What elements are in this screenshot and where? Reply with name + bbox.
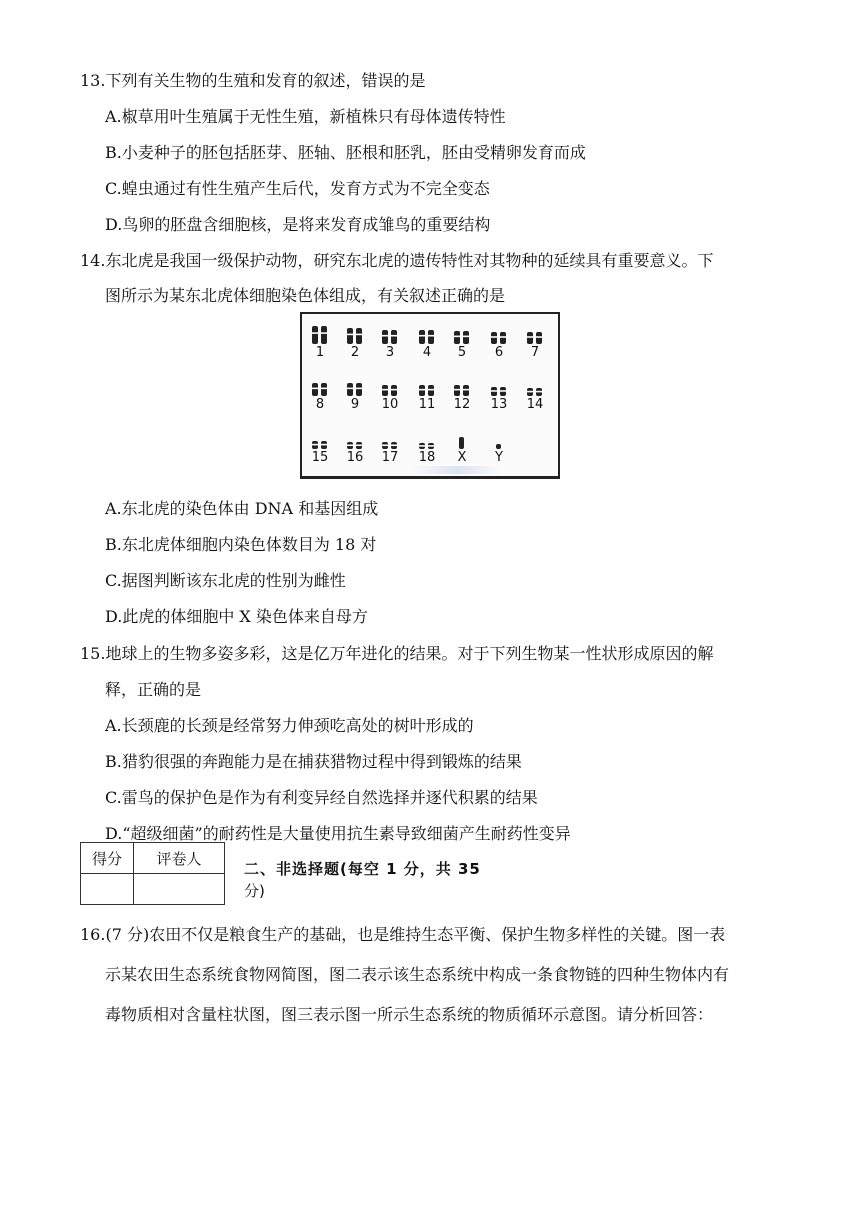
chromosome-2 xyxy=(337,324,373,360)
chromosome-4 xyxy=(409,324,445,360)
chromosome-label: 1 xyxy=(315,345,325,360)
section-title: 二、非选择题(每空 1 分，共 35 xyxy=(244,860,481,878)
q16-line3: 毒物质相对含量柱状图，图三表示图一所示生态系统的物质循环示意图。请分析回答： xyxy=(105,1005,714,1024)
section-title-tail: 分) xyxy=(244,882,265,900)
q14-option-c: C.据图判断该东北虎的性别为雌性 xyxy=(105,571,346,590)
chromosome-label: 8 xyxy=(315,397,325,412)
score-label: 得分 xyxy=(81,843,134,874)
q13-option-c: C.蝗虫通过有性生殖产生后代，发育方式为不完全变态 xyxy=(105,179,490,198)
chromosome-label: 18 xyxy=(418,450,436,465)
q14-option-b: B.东北虎体细胞内染色体数目为 18 对 xyxy=(105,535,377,554)
chromosome-label: 14 xyxy=(526,397,544,412)
chromosome-label: 4 xyxy=(422,345,432,360)
chromosome-16 xyxy=(337,429,373,465)
chromosome-7 xyxy=(517,324,553,360)
chromosome-label: Y xyxy=(495,450,503,465)
q15-stem-line2: 释，正确的是 xyxy=(105,680,202,699)
q14-option-d: D.此虎的体细胞中 X 染色体来自母方 xyxy=(105,607,368,626)
chromosome-10 xyxy=(372,376,408,412)
chromosome-label: 15 xyxy=(311,450,329,465)
q13-option-d: D.鸟卵的胚盘含细胞核，是将来发育成雏鸟的重要结构 xyxy=(105,215,491,234)
chromosome-6 xyxy=(481,324,517,360)
chromosome-label: 11 xyxy=(418,397,436,412)
karyotype-figure xyxy=(300,312,560,479)
chromosome-y xyxy=(481,429,517,465)
chromosome-label: 6 xyxy=(494,345,504,360)
q16-line1: 16.(7 分)农田不仅是粮食生产的基础，也是维持生态平衡、保护生物多样性的关键。图一表 xyxy=(80,925,726,944)
q13-option-a: A.椒草用叶生殖属于无性生殖，新植株只有母体遗传特性 xyxy=(105,107,506,126)
chromosome-15 xyxy=(302,429,338,465)
q15-option-b: B.猎豹很强的奔跑能力是在捕获猎物过程中得到锻炼的结果 xyxy=(105,752,522,771)
q14-stem-line1: 14.东北虎是我国一级保护动物，研究东北虎的遗传特性对其物种的延续具有重要意义。下 xyxy=(80,251,714,270)
chromosome-label: 13 xyxy=(490,397,508,412)
chromosome-18 xyxy=(409,429,445,465)
chromosome-14 xyxy=(517,376,553,412)
q15-option-d: D.“超级细菌”的耐药性是大量使用抗生素导致细菌产生耐药性变异 xyxy=(105,824,571,843)
scan-artifact xyxy=(412,466,502,474)
q13-stem: 13.下列有关生物的生殖和发育的叙述，错误的是 xyxy=(80,71,426,90)
score-box xyxy=(80,842,225,905)
chromosome-1 xyxy=(302,324,338,360)
chromosome-label: 10 xyxy=(381,397,399,412)
q15-stem-line1: 15.地球上的生物多姿多彩，这是亿万年进化的结果。对于下列生物某一性状形成原因的解 xyxy=(80,644,714,663)
q14-stem-line2: 图所示为某东北虎体细胞染色体组成，有关叙述正确的是 xyxy=(105,286,506,305)
q15-option-a: A.长颈鹿的长颈是经常努力伸颈吃高处的树叶形成的 xyxy=(105,716,474,735)
grader-label: 评卷人 xyxy=(134,843,225,874)
chromosome-13 xyxy=(481,376,517,412)
chromosome-label: 12 xyxy=(453,397,471,412)
chromosome-label: 17 xyxy=(381,450,399,465)
chromosome-5 xyxy=(444,324,480,360)
chromosome-label: 2 xyxy=(350,345,360,360)
q14-option-a: A.东北虎的染色体由 DNA 和基因组成 xyxy=(105,499,379,518)
chromosome-12 xyxy=(444,376,480,412)
chromosome-8 xyxy=(302,376,338,412)
chromosome-9 xyxy=(337,376,373,412)
chromosome-label: 16 xyxy=(346,450,364,465)
chromosome-3 xyxy=(372,324,408,360)
chromosome-label: 3 xyxy=(385,345,395,360)
chromosome-x xyxy=(444,429,480,465)
q16-line2: 示某农田生态系统食物网简图，图二表示该生态系统中构成一条食物链的四种生物体内有 xyxy=(105,965,730,984)
grader-value-cell xyxy=(134,874,225,905)
score-value-cell xyxy=(81,874,134,905)
chromosome-label: 7 xyxy=(530,345,540,360)
q13-option-b: B.小麦种子的胚包括胚芽、胚轴、胚根和胚乳，胚由受精卵发育而成 xyxy=(105,143,586,162)
chromosome-label: 5 xyxy=(457,345,467,360)
q15-option-c: C.雷鸟的保护色是作为有利变异经自然选择并逐代积累的结果 xyxy=(105,788,538,807)
chromosome-label: 9 xyxy=(350,397,360,412)
chromosome-label: X xyxy=(457,450,467,465)
chromosome-17 xyxy=(372,429,408,465)
chromosome-11 xyxy=(409,376,445,412)
